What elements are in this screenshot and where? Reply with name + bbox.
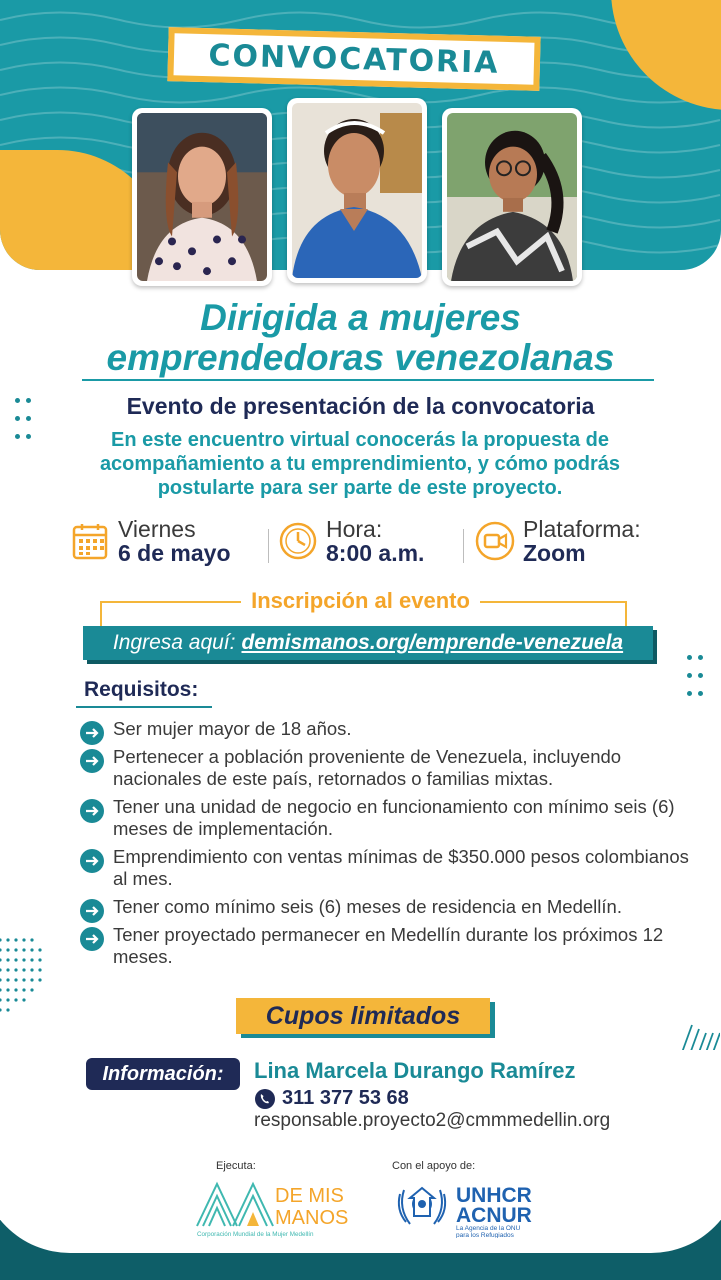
svg-text:La Agencia de la ONU (456, 1225, 521, 1232)
requirements-divider (76, 706, 212, 708)
arrow-right-icon (80, 899, 104, 923)
contact-phone[interactable] (254, 1087, 409, 1110)
banner-text: CONVOCATORIA (207, 37, 501, 81)
svg-text:ACNUR (456, 1204, 532, 1227)
clock-icon (278, 521, 318, 561)
date-info (70, 517, 231, 565)
list-item (80, 846, 690, 890)
divider (268, 529, 269, 563)
svg-text:MANOS (275, 1207, 348, 1229)
arrow-right-icon (80, 927, 104, 951)
requirement-text: Tener como mínimo seis (6) meses de residencia en Medellín. (113, 896, 622, 917)
unhcr-acnur-logo (392, 1176, 552, 1238)
registration-title-text: Inscripción al evento (241, 588, 480, 613)
requirements-list (80, 718, 690, 974)
headline-divider (82, 379, 654, 381)
video-camera-icon (475, 521, 515, 561)
svg-text:Corporación Mundial de la Muje (197, 1231, 314, 1238)
phone-number: 311 377 53 68 (282, 1087, 409, 1109)
list-item (80, 718, 690, 740)
woman-photo-3 (442, 108, 582, 286)
convocatoria-banner (167, 27, 540, 91)
registration-url-link[interactable]: demismanos.org/emprende-venezuela (241, 631, 624, 654)
arrow-right-icon (80, 721, 104, 745)
requirement-text: Tener proyectado permanecer en Medellín durante los próximos 12 meses. (113, 924, 664, 967)
arrow-right-icon (80, 799, 104, 823)
svg-text:DE MIS (275, 1185, 344, 1207)
list-item (80, 924, 690, 968)
divider (463, 529, 464, 563)
event-description: En este encuentro virtual conocerás la propuesta de acompañamiento a tu emprendimiento, y cómo podrás postularte para ser parte de este proyecto. (99, 429, 621, 499)
registration-prefix: Ingresa aquí: (112, 631, 236, 654)
logo1-subtitle: Corporación Mundial de la Mujer Medellín (197, 1231, 314, 1238)
whatsapp-icon (254, 1088, 276, 1110)
logo2-sub1: La Agencia de la ONU (456, 1225, 521, 1232)
contact-email-link[interactable]: responsable.proyecto2@cmmmedellin.org (254, 1110, 611, 1131)
requirement-text: Pertenecer a población proveniente de Venezuela, incluyendo nacionales de este país, retornados o familias mixtas. (113, 746, 622, 789)
logo2-line1: UNHCR (456, 1184, 532, 1207)
woman-photo-2 (287, 98, 427, 283)
time-label: Hora: (326, 516, 383, 542)
apoyo-label: Con el apoyo de: (392, 1160, 476, 1172)
registration-title (0, 588, 721, 614)
decorative-dot-grid (0, 930, 55, 1020)
time-value: 8:00 a.m. (326, 540, 425, 566)
requirement-text: Emprendimiento con ventas mínimas de $350.000 pesos colombianos al mes. (113, 846, 689, 889)
informacion-badge: Información: (86, 1058, 240, 1090)
calendar-icon (70, 521, 110, 561)
logo2-line2: ACNUR (456, 1204, 532, 1227)
list-item (80, 796, 690, 840)
woman-photo-1 (132, 108, 272, 286)
list-item (80, 746, 690, 790)
logo2-sub2: para los Refugiados (456, 1232, 514, 1238)
logo1-line1: DE MIS (275, 1185, 344, 1207)
event-details (70, 517, 670, 577)
decorative-dots-left (12, 393, 34, 447)
requirement-text: Tener una unidad de negocio en funcionamiento con mínimo seis (6) meses de implementación. (113, 796, 675, 839)
requirement-text: Ser mujer mayor de 18 años. (113, 718, 352, 739)
headline-line-1: Dirigida a mujeres (200, 297, 521, 338)
de-mis-manos-logo (195, 1176, 365, 1238)
date-value: 6 de mayo (118, 540, 231, 566)
time-info (278, 517, 424, 565)
headline-line-2: emprendedoras venezolanas (106, 337, 615, 378)
platform-info (475, 517, 641, 565)
arrow-right-icon (80, 749, 104, 773)
ejecuta-label: Ejecuta: (216, 1160, 256, 1172)
headline (0, 298, 721, 378)
list-item (80, 896, 690, 918)
registration-link-bar[interactable] (83, 626, 653, 660)
logo1-line2: MANOS (275, 1207, 349, 1229)
platform-label: Plataforma: (523, 516, 641, 542)
svg-text:para los Refugiados (456, 1232, 515, 1238)
requirements-title: Requisitos: (84, 678, 199, 701)
platform-value: Zoom (523, 540, 586, 566)
decorative-dots-right (684, 650, 706, 704)
contact-name: Lina Marcela Durango Ramírez (254, 1058, 576, 1083)
cupos-limitados-badge: Cupos limitados (236, 998, 490, 1034)
event-title: Evento de presentación de la convocatoria (126, 393, 595, 419)
arrow-right-icon (80, 849, 104, 873)
date-label: Viernes (118, 516, 196, 542)
